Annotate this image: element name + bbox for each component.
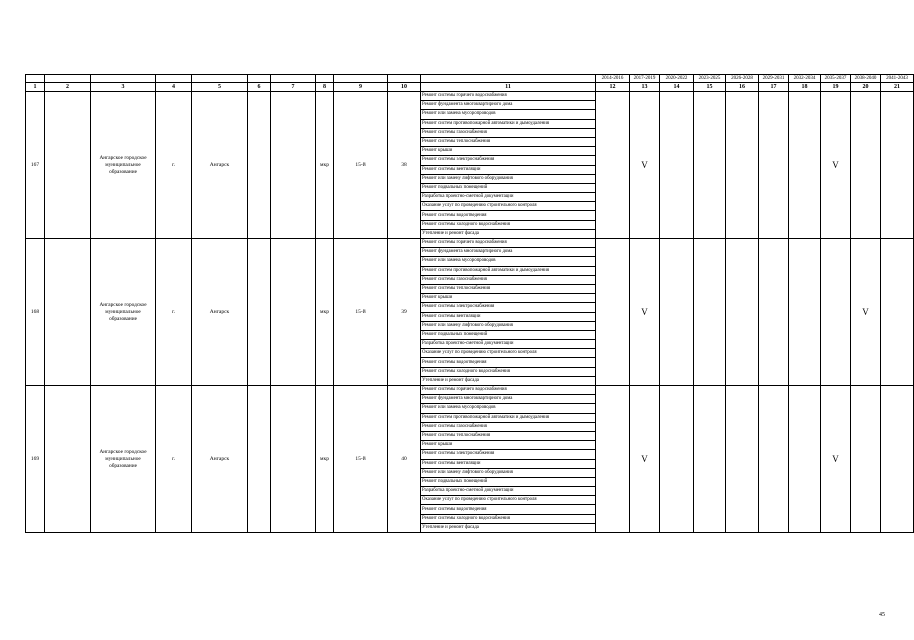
table-row xyxy=(26,239,914,248)
period-header: 2035-2037 xyxy=(821,75,851,83)
street-type: мкр xyxy=(316,239,334,386)
period-mark: V xyxy=(630,239,660,386)
work-type: Оказание услуг по проведению строительного контроля xyxy=(421,349,596,358)
settlement: Ангарск xyxy=(192,92,248,239)
period-header: 2026-2028 xyxy=(726,75,759,83)
work-type: Ремонт системы электроснабжения xyxy=(421,156,596,165)
work-type: Оказание услуг по проведению строительного контроля xyxy=(421,496,596,505)
blank-cell xyxy=(726,239,759,386)
blank-cell xyxy=(45,92,91,239)
work-type: Ремонт системы газоснабжения xyxy=(421,275,596,284)
work-type: Ремонт системы вентиляции xyxy=(421,459,596,468)
settlement-type: г. xyxy=(156,239,192,386)
work-type: Ремонт системы горячего водоснабжения xyxy=(421,239,596,248)
period-header: 2014-2016 xyxy=(596,75,630,83)
work-type: Оказание услуг по проведению строительного контроля xyxy=(421,202,596,211)
work-type: Ремонт подвальных помещений xyxy=(421,183,596,192)
work-type: Утепление и ремонт фасада xyxy=(421,376,596,385)
blank-cell xyxy=(851,386,881,533)
header-blank-cell xyxy=(248,75,271,83)
blank-cell xyxy=(759,92,789,239)
period-mark: V xyxy=(851,239,881,386)
column-number-row xyxy=(26,83,914,92)
blank-cell xyxy=(660,239,694,386)
column-number: 18 xyxy=(789,83,821,92)
blank-cell xyxy=(851,92,881,239)
blank-cell xyxy=(596,239,630,386)
period-header: 2038-2040 xyxy=(851,75,881,83)
municipality: Ангарское городское муниципальное образование xyxy=(91,239,156,386)
house-number: 40 xyxy=(388,386,421,533)
header-blank-cell xyxy=(421,75,596,83)
work-type: Ремонт систем противопожарной автоматики и дымоудаления xyxy=(421,413,596,422)
work-type: Ремонт системы водоотведения xyxy=(421,505,596,514)
blank-cell xyxy=(596,386,630,533)
work-type: Ремонт систем противопожарной автоматики и дымоудаления xyxy=(421,266,596,275)
blank-cell xyxy=(271,92,316,239)
header-blank-cell xyxy=(156,75,192,83)
blank-cell xyxy=(596,92,630,239)
blank-cell xyxy=(789,239,821,386)
work-type: Ремонт фундамента многоквартирного дома xyxy=(421,248,596,257)
blank-cell xyxy=(248,239,271,386)
blank-cell xyxy=(789,92,821,239)
work-type: Ремонт или замена мусоропроводов xyxy=(421,110,596,119)
settlement: Ангарск xyxy=(192,239,248,386)
work-type: Ремонт системы теплоснабжения xyxy=(421,431,596,440)
work-type: Ремонт системы электроснабжения xyxy=(421,303,596,312)
work-type: Ремонт фундамента многоквартирного дома xyxy=(421,395,596,404)
blank-cell xyxy=(694,386,726,533)
blank-cell xyxy=(821,239,851,386)
work-type: Ремонт крыши xyxy=(421,294,596,303)
blank-cell xyxy=(694,92,726,239)
work-type: Ремонт системы водоотведения xyxy=(421,358,596,367)
header-blank-cell xyxy=(192,75,248,83)
blank-cell xyxy=(789,386,821,533)
period-header: 2032-2034 xyxy=(789,75,821,83)
blank-cell xyxy=(45,239,91,386)
work-type: Ремонт или замену лифтового оборудования xyxy=(421,468,596,477)
column-number: 6 xyxy=(248,83,271,92)
period-header-row xyxy=(26,75,914,83)
work-type: Ремонт системы горячего водоснабжения xyxy=(421,92,596,101)
work-type: Ремонт системы теплоснабжения xyxy=(421,137,596,146)
municipality: Ангарское городское муниципальное образование xyxy=(91,386,156,533)
work-type: Ремонт подвальных помещений xyxy=(421,330,596,339)
blank-cell xyxy=(694,239,726,386)
house-number: 38 xyxy=(388,92,421,239)
period-header: 2029-2031 xyxy=(759,75,789,83)
work-type: Разработка проектно-сметной документации xyxy=(421,340,596,349)
column-number: 16 xyxy=(726,83,759,92)
settlement: Ангарск xyxy=(192,386,248,533)
column-number: 11 xyxy=(421,83,596,92)
period-header: 2020-2022 xyxy=(660,75,694,83)
header-blank-cell xyxy=(91,75,156,83)
work-type: Ремонт или замену лифтового оборудования xyxy=(421,321,596,330)
street: 15-й xyxy=(334,239,388,386)
column-number: 3 xyxy=(91,83,156,92)
work-type: Ремонт системы холодного водоснабжения xyxy=(421,367,596,376)
blank-cell xyxy=(759,239,789,386)
blank-cell xyxy=(726,92,759,239)
work-type: Ремонт системы горячего водоснабжения xyxy=(421,386,596,395)
blank-cell xyxy=(881,92,914,239)
blank-cell xyxy=(660,386,694,533)
page-number: 45 xyxy=(879,612,885,618)
work-type: Ремонт системы холодного водоснабжения xyxy=(421,220,596,229)
blank-cell xyxy=(271,239,316,386)
row-number: 167 xyxy=(26,92,45,239)
table-row xyxy=(26,92,914,101)
work-type: Ремонт системы теплоснабжения xyxy=(421,284,596,293)
period-header: 2041-2043 xyxy=(881,75,914,83)
work-type: Разработка проектно-сметной документации xyxy=(421,487,596,496)
header-blank-cell xyxy=(271,75,316,83)
street-type: мкр xyxy=(316,92,334,239)
column-number: 17 xyxy=(759,83,789,92)
blank-cell xyxy=(45,386,91,533)
work-type: Утепление и ремонт фасада xyxy=(421,229,596,238)
work-type: Ремонт системы водоотведения xyxy=(421,211,596,220)
column-number: 2 xyxy=(45,83,91,92)
column-number: 8 xyxy=(316,83,334,92)
column-number: 1 xyxy=(26,83,45,92)
row-number: 168 xyxy=(26,239,45,386)
column-number: 5 xyxy=(192,83,248,92)
blank-cell xyxy=(271,386,316,533)
period-mark: V xyxy=(630,92,660,239)
street: 15-й xyxy=(334,386,388,533)
blank-cell xyxy=(248,92,271,239)
street-type: мкр xyxy=(316,386,334,533)
work-type: Ремонт крыши xyxy=(421,147,596,156)
work-type: Ремонт системы холодного водоснабжения xyxy=(421,514,596,523)
blank-cell xyxy=(881,239,914,386)
column-number: 4 xyxy=(156,83,192,92)
column-number: 9 xyxy=(334,83,388,92)
period-header: 2017-2019 xyxy=(630,75,660,83)
period-header: 2023-2025 xyxy=(694,75,726,83)
column-number: 7 xyxy=(271,83,316,92)
work-type: Ремонт системы газоснабжения xyxy=(421,128,596,137)
column-number: 21 xyxy=(881,83,914,92)
work-type: Ремонт подвальных помещений xyxy=(421,477,596,486)
column-number: 12 xyxy=(596,83,630,92)
column-number: 19 xyxy=(821,83,851,92)
column-number: 15 xyxy=(694,83,726,92)
period-mark: V xyxy=(630,386,660,533)
settlement-type: г. xyxy=(156,92,192,239)
work-type: Разработка проектно-сметной документации xyxy=(421,193,596,202)
header-blank-cell xyxy=(45,75,91,83)
column-number: 10 xyxy=(388,83,421,92)
work-type: Ремонт системы газоснабжения xyxy=(421,422,596,431)
work-type: Ремонт фундамента многоквартирного дома xyxy=(421,101,596,110)
settlement-type: г. xyxy=(156,386,192,533)
work-type: Ремонт или замену лифтового оборудования xyxy=(421,174,596,183)
work-type: Утепление и ремонт фасада xyxy=(421,523,596,532)
blank-cell xyxy=(881,386,914,533)
blank-cell xyxy=(660,92,694,239)
blank-cell xyxy=(759,386,789,533)
blank-cell xyxy=(248,386,271,533)
work-type: Ремонт системы вентиляции xyxy=(421,312,596,321)
work-type: Ремонт системы электроснабжения xyxy=(421,450,596,459)
header-blank-cell xyxy=(26,75,45,83)
table-row xyxy=(26,386,914,395)
header-blank-cell xyxy=(316,75,334,83)
column-number: 13 xyxy=(630,83,660,92)
house-number: 39 xyxy=(388,239,421,386)
work-type: Ремонт систем противопожарной автоматики и дымоудаления xyxy=(421,119,596,128)
period-mark: V xyxy=(821,386,851,533)
street: 15-й xyxy=(334,92,388,239)
column-number: 20 xyxy=(851,83,881,92)
work-type: Ремонт или замена мусоропроводов xyxy=(421,257,596,266)
blank-cell xyxy=(726,386,759,533)
period-mark: V xyxy=(821,92,851,239)
column-number: 14 xyxy=(660,83,694,92)
work-type: Ремонт крыши xyxy=(421,441,596,450)
header-blank-cell xyxy=(388,75,421,83)
municipality: Ангарское городское муниципальное образование xyxy=(91,92,156,239)
work-type: Ремонт системы вентиляции xyxy=(421,165,596,174)
header-blank-cell xyxy=(334,75,388,83)
work-type: Ремонт или замена мусоропроводов xyxy=(421,404,596,413)
repair-schedule-table xyxy=(25,74,914,533)
row-number: 169 xyxy=(26,386,45,533)
